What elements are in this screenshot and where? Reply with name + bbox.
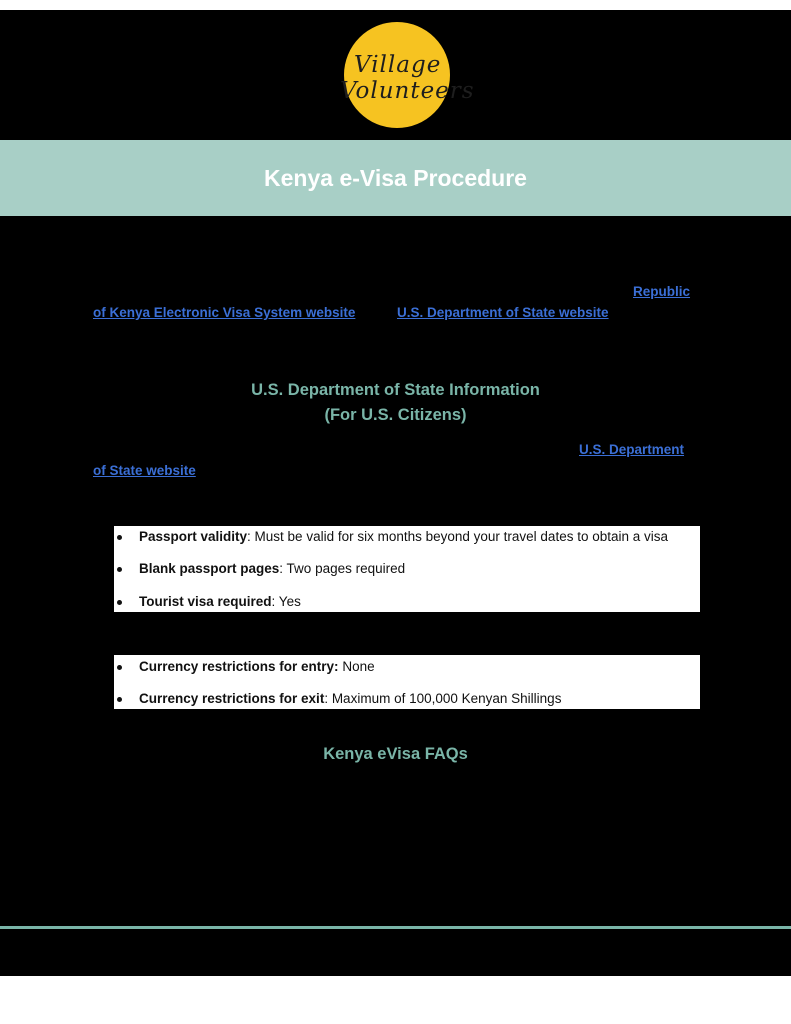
tourist-visa-item: [114, 593, 301, 611]
kenya-evisa-link-part1[interactable]: Republic: [633, 284, 691, 299]
item-label: Blank passport pages: [139, 561, 280, 576]
logo-text-line1: Village: [354, 52, 442, 78]
state-dept-link-2-part2[interactable]: of State website: [93, 463, 196, 478]
logo-text-line2: Volunteers: [340, 78, 475, 104]
village-volunteers-logo: [332, 22, 475, 130]
title-band: [0, 140, 791, 216]
state-dept-heading-line2: (For U.S. Citizens): [324, 406, 467, 424]
item-value: : Two pages required: [279, 561, 406, 576]
state-dept-link[interactable]: U.S. Department of State website: [397, 305, 609, 320]
blank-pages-item: [114, 560, 405, 578]
passport-requirements-box: [114, 526, 700, 612]
currency-exit-item: [114, 690, 561, 708]
item-value: : Maximum of 100,000 Kenyan Shillings: [324, 691, 562, 706]
state-dept-heading-line1: U.S. Department of State Information: [251, 381, 540, 399]
passport-validity-item: [114, 528, 668, 546]
item-value: : Must be valid for six months beyond your travel dates to obtain a visa: [247, 529, 669, 544]
state-dept-link-2-part1[interactable]: U.S. Department: [579, 442, 685, 457]
item-label: Currency restrictions for exit: [139, 691, 325, 706]
page-title: Kenya e-Visa Procedure: [264, 164, 527, 191]
item-label: Currency restrictions for entry:: [139, 659, 339, 674]
item-value: None: [338, 659, 375, 674]
document-page: [0, 10, 791, 976]
item-label: Passport validity: [139, 529, 248, 544]
item-label: Tourist visa required: [139, 594, 272, 609]
state-dept-heading: [0, 378, 791, 428]
item-value: : Yes: [271, 594, 301, 609]
kenya-evisa-link-part2[interactable]: of Kenya Electronic Visa System website: [93, 305, 356, 320]
currency-entry-item: [114, 658, 375, 676]
currency-restrictions-box: [114, 655, 700, 709]
footer-divider: [0, 926, 791, 929]
faq-heading: Kenya eVisa FAQs: [323, 745, 468, 763]
